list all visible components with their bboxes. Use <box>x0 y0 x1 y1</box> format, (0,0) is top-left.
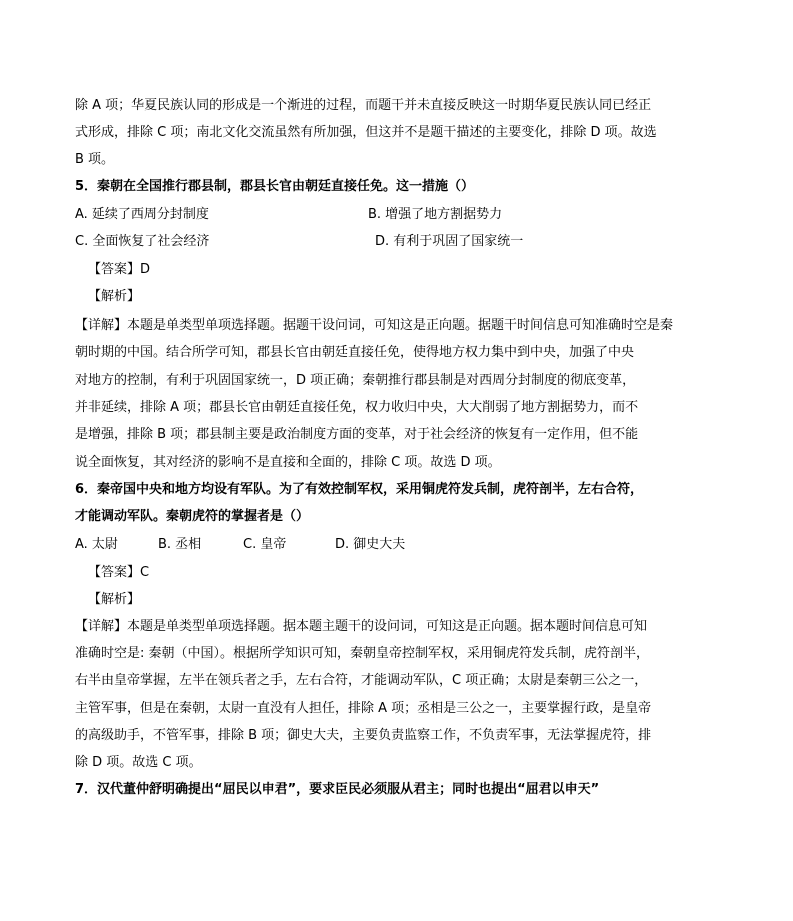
detail-line: 主管军事，但是在秦朝，太尉一直没有人担任，排除 A 项；丞相是三公之一，主要掌握行政，是皇帝 <box>75 701 652 716</box>
option-a: A. 太尉 <box>75 537 118 552</box>
detail-line: 除 D 项。故选 C 项。 <box>75 755 202 770</box>
intro-line: 式形成，排除 C 项；南北文化交流虽然有所加强，但这并不是题干描述的主要变化，排除 D 项。故选 <box>75 125 657 140</box>
question-stem: 7．汉代董仲舒明确提出“屈民以申君”，要求臣民必须服从君主；同时也提出“屈君以申天” <box>75 782 600 797</box>
analysis-label: 【解析】 <box>88 289 141 304</box>
analysis-label: 【解析】 <box>88 592 141 607</box>
answer-label: 【答案】D <box>88 262 151 277</box>
detail-line: 准确时空是: 秦朝（中国）。根据所学知识可知，秦朝皇帝控制军权，采用铜虎符发兵制，虎符剖半， <box>75 646 650 661</box>
detail-line: 并非延续，排除 A 项；郡县长官由朝廷直接任免，权力收归中央，大大削弱了地方割据势力，而不 <box>75 400 639 415</box>
detail-line: 【详解】本题是单类型单项选择题。据题干设问词，可知这是正向题。据题干时间信息可知准确时空是秦 <box>75 318 674 333</box>
detail-line: 【详解】本题是单类型单项选择题。据本题主题干的设问词，可知这是正向题。据本题时间信息可知 <box>75 619 648 634</box>
intro-line: B 项。 <box>75 152 115 167</box>
detail-line: 说全面恢复，其对经济的影响不是直接和全面的，排除 C 项。故选 D 项。 <box>75 455 501 470</box>
option-c: C. 全面恢复了社会经济 <box>75 234 210 249</box>
option-d: D. 有利于巩固了国家统一 <box>375 234 524 249</box>
detail-line: 是增强，排除 B 项；郡县制主要是政治制度方面的变革，对于社会经济的恢复有一定作用，但不能 <box>75 427 639 442</box>
option-b: B. 丞相 <box>158 537 202 552</box>
option-d: D. 御史大夫 <box>335 537 406 552</box>
intro-line: 除 A 项；华夏民族认同的形成是一个渐进的过程，而题干并未直接反映这一时期华夏民族认同已经正 <box>75 98 652 113</box>
detail-line: 朝时期的中国。结合所学可知，郡县长官由朝廷直接任免，使得地方权力集中到中央，加强了中央 <box>75 345 635 360</box>
detail-line: 右半由皇帝掌握，左半在领兵者之手，左右合符，才能调动军队，C 项正确；太尉是秦朝三公之一， <box>75 673 648 688</box>
option-c: C. 皇帝 <box>243 537 287 552</box>
detail-line: 对地方的控制，有利于巩固国家统一，D 项正确；秦朝推行郡县制是对西周分封制度的彻底变革， <box>75 373 636 388</box>
question-stem: 才能调动军队。秦朝虎符的掌握者是（） <box>75 509 310 524</box>
detail-line: 的高级助手，不管军事，排除 B 项；御史大夫，主要负责监察工作，不负责军事，无法掌握虎符，排 <box>75 728 652 743</box>
option-b: B. 增强了地方割据势力 <box>368 207 503 222</box>
question-stem: 6．秦帝国中央和地方均设有军队。为了有效控制军权，采用铜虎符发兵制，虎符剖半，左右合符， <box>75 482 644 497</box>
answer-label: 【答案】C <box>88 565 150 580</box>
question-stem: 5．秦朝在全国推行郡县制，郡县长官由朝廷直接任免。这一措施（） <box>75 179 475 194</box>
option-a: A. 延续了西周分封制度 <box>75 207 209 222</box>
